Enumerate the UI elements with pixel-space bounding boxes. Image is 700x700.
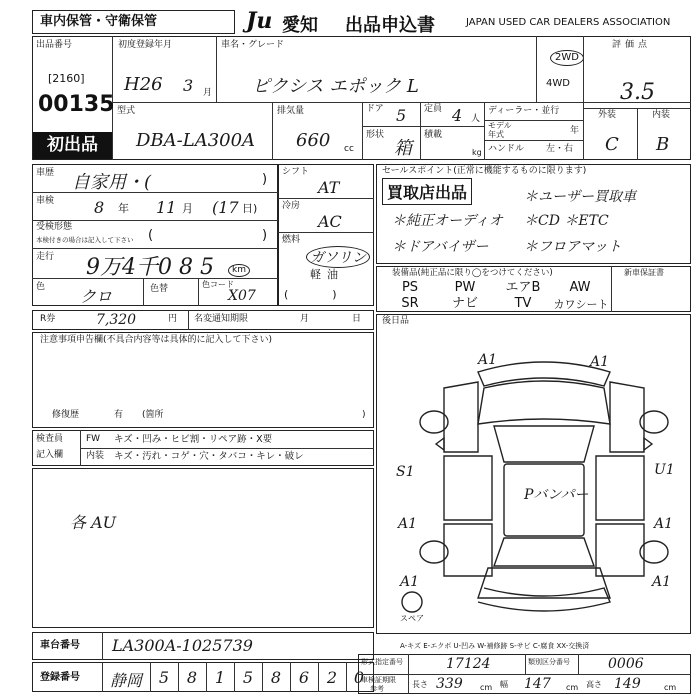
- registration-era: H26: [124, 74, 163, 95]
- length-unit: cm: [480, 683, 493, 692]
- door-value: 5: [396, 106, 407, 125]
- fuel-gas: ガソリン: [306, 246, 370, 268]
- load-label: 積載: [424, 130, 443, 140]
- form-number: 17124: [446, 656, 491, 672]
- plate-digit-7: 2: [326, 668, 338, 687]
- recycle-value: 7,320: [96, 312, 137, 328]
- association-name: JAPAN USED CAR DEALERS ASSOCIATION: [466, 17, 671, 28]
- brand-name: 愛知: [282, 15, 318, 36]
- year-label: 年式: [488, 130, 504, 139]
- remarks-frame: [32, 468, 374, 628]
- displacement-value: 660: [296, 130, 331, 151]
- load-unit: kg: [472, 148, 482, 157]
- interior-label: 内装: [652, 110, 671, 120]
- repaint-label: 色替: [150, 284, 169, 294]
- equip-airbag: エアB: [505, 280, 541, 295]
- drive-4wd: 4WD: [546, 78, 570, 89]
- equip-pw: PW: [454, 280, 476, 295]
- drive-2wd: 2WD: [550, 50, 584, 66]
- plate-digit-2: 8: [186, 668, 198, 687]
- after-label: 後日品: [382, 316, 410, 326]
- damage-mark-rear-right: A1: [652, 574, 672, 590]
- lot-label: 出品番号: [36, 40, 73, 50]
- length-label: 長さ: [412, 680, 428, 689]
- plate-digit-8: 0: [353, 668, 365, 687]
- chassis-number: LA300A-1025739: [112, 636, 253, 655]
- recycle-unit: 円: [168, 314, 178, 324]
- dealer-label: ディーラー・並行: [488, 106, 560, 116]
- width-value: 147: [524, 676, 551, 692]
- lot-code: [2160]: [48, 72, 85, 85]
- height-value: 149: [614, 676, 641, 692]
- damage-mark-front-left: A1: [478, 352, 498, 368]
- plate-digit-5: 8: [270, 668, 282, 687]
- damage-mark-right-rear-door: A1: [654, 516, 674, 532]
- receive-open: (: [148, 228, 154, 243]
- repair-value: 有: [114, 410, 124, 420]
- form-number-label: 形式指定番号: [361, 658, 403, 666]
- color-value: クロ: [80, 287, 113, 306]
- fw-label: FW: [86, 434, 101, 444]
- model-label: 車名・グレード: [221, 40, 285, 50]
- door-label: ドア: [366, 104, 384, 114]
- equipment-label: 装備品(純正品に限り◯をつけてください): [392, 268, 553, 278]
- chassis-label: 車台番号: [40, 640, 80, 651]
- header-tags: 車内保管・守衛保管: [40, 14, 158, 29]
- repair-place: (箇所: [142, 410, 164, 420]
- exterior-label: 外装: [598, 110, 617, 120]
- plate-digit-6: 6: [298, 668, 310, 687]
- receive-label: 受検形態: [36, 222, 73, 232]
- notes-label: 注意事項申告欄(不具合内容等は具体的に記入して下さい): [40, 335, 273, 345]
- model-value: ピクシス エポック L: [252, 76, 419, 97]
- receive-close: ): [262, 228, 268, 243]
- sales-point-1: ＊ユーザー買取車: [524, 189, 636, 205]
- length-value: 339: [436, 676, 463, 692]
- lot-number: 00135: [38, 92, 115, 117]
- width-label: 幅: [500, 680, 508, 689]
- damage-legend: A-キズ E-エクボ U-凹み W-補修跡 S-サビ C-腐食 XX-交換済: [400, 642, 590, 650]
- interior-check-label: 内装: [86, 451, 105, 461]
- width-unit: cm: [566, 683, 579, 692]
- mileage-value: 9万4千0 8 5: [86, 255, 214, 280]
- use-label: 車歴: [36, 168, 55, 178]
- name-change-month: 月: [300, 314, 310, 324]
- displacement-unit: cc: [344, 144, 354, 154]
- note-label: 参考: [370, 685, 384, 693]
- equip-aw: AW: [569, 280, 591, 295]
- shape-label: 形状: [366, 130, 385, 140]
- recycle-label: R券: [40, 314, 56, 324]
- registration-month: 3: [183, 76, 194, 95]
- first-listing-badge: 初出品: [33, 132, 112, 159]
- color-code: X07: [228, 288, 256, 304]
- interior-grade: B: [656, 134, 670, 155]
- equip-navi: ナビ: [451, 296, 478, 311]
- repair-label: 修復歴: [52, 410, 80, 420]
- mileage-label: 走行: [36, 252, 55, 262]
- equip-ps: PS: [401, 280, 419, 295]
- equip-leather: カワシート: [553, 298, 609, 311]
- damage-mark-left-side: S1: [396, 464, 415, 480]
- sales-point-4: ＊ドアバイザー: [392, 239, 489, 255]
- inspection-month-unit: 月: [182, 202, 193, 215]
- registration-month-suffix: 月: [203, 88, 213, 98]
- plate-label: 登録番号: [40, 672, 80, 683]
- class-number: 0006: [608, 656, 644, 672]
- shift-label: シフト: [282, 167, 310, 177]
- class-number-label: 類別区分番号: [528, 658, 570, 666]
- plate-digit-3: 1: [214, 668, 226, 687]
- name-change-label: 名変通知期限: [194, 314, 249, 324]
- repair-close: ): [362, 410, 366, 420]
- equip-tv: TV: [514, 296, 532, 311]
- plate-digit-1: 5: [158, 668, 170, 687]
- type-label: 型式: [117, 106, 136, 116]
- damage-mark-rear-left: A1: [400, 574, 420, 590]
- inspector-label-2: 記入欄: [36, 450, 64, 460]
- plate-digit-4: 5: [242, 668, 254, 687]
- spare-label: スペア: [400, 614, 424, 623]
- ac-label: 冷房: [282, 201, 301, 211]
- damage-mark-front-right: A1: [590, 354, 610, 370]
- year-unit: 年: [570, 126, 580, 136]
- capacity-label: 定員: [424, 104, 443, 114]
- inspection-label: 車検: [36, 196, 55, 206]
- handle-label: ハンドル: [488, 144, 525, 154]
- fw-items: キズ・凹み・ヒビ割・リペア跡・X要: [114, 434, 273, 445]
- fuel-light: 軽油: [310, 268, 344, 281]
- plate-region: 静岡: [110, 671, 143, 690]
- damage-mark-right-side: U1: [654, 462, 675, 478]
- inspector-label: 検査員: [36, 434, 64, 444]
- fuel-label: 燃料: [282, 235, 301, 245]
- grade-label: 評価点: [612, 40, 652, 50]
- height-unit: cm: [664, 683, 677, 692]
- warranty-label: 新車保証書: [624, 268, 664, 277]
- use-close: ): [262, 172, 268, 187]
- color-label: 色: [36, 282, 46, 292]
- remark-text: 各 AU: [70, 513, 117, 532]
- model-year-label: モデル: [488, 121, 512, 130]
- grade-score: 3.5: [620, 80, 655, 105]
- inspection-day: (17: [212, 198, 239, 217]
- notes-frame: [32, 332, 374, 428]
- shift-value: AT: [318, 178, 340, 197]
- form-title: 出品申込書: [345, 15, 435, 36]
- interior-check-items: キズ・汚れ・コゲ・穴・タバコ・キレ・破レ: [114, 451, 304, 462]
- name-change-day: 日: [352, 314, 362, 324]
- ju-logo: Ju: [246, 8, 273, 34]
- receive-note: 本検付きの場合は記入して下さい: [36, 236, 134, 244]
- sales-label: セールスポイント(正常に機能するものに限ります): [382, 166, 587, 176]
- cert-label: 車検証期限: [361, 676, 396, 684]
- inspection-month: 11: [156, 198, 177, 217]
- inspection-day-unit: 日): [242, 202, 258, 215]
- height-label: 高さ: [586, 680, 602, 689]
- capacity-unit: 人: [471, 114, 481, 124]
- sales-point-3: ＊CD ＊ETC: [524, 213, 609, 229]
- dealer-stamp: 買取店出品: [382, 178, 472, 205]
- use-value: 自家用・(: [72, 172, 152, 193]
- shape-value: 箱: [394, 138, 412, 159]
- damage-mark-left-rear-door: A1: [398, 516, 418, 532]
- sales-point-5: ＊フロアマット: [524, 239, 622, 255]
- exterior-grade: C: [605, 134, 619, 155]
- registration-label: 初度登録年月: [118, 40, 173, 50]
- handle-lr: 左・右: [546, 144, 574, 154]
- inspection-year: 8: [94, 198, 105, 217]
- damage-mark-center: Pバンパー: [524, 487, 589, 503]
- sales-point-2: ＊純正オーディオ: [392, 213, 503, 229]
- type-value: DBA-LA300A: [136, 130, 256, 151]
- fuel-paren: ( ): [284, 288, 337, 301]
- capacity-value: 4: [452, 106, 463, 125]
- color-code-label: 色コード: [202, 280, 234, 289]
- ac-value: AC: [318, 212, 342, 231]
- inspection-year-unit: 年: [118, 202, 129, 215]
- mileage-unit: km: [228, 264, 250, 277]
- equip-sr: SR: [401, 296, 419, 311]
- displacement-label: 排気量: [277, 106, 305, 116]
